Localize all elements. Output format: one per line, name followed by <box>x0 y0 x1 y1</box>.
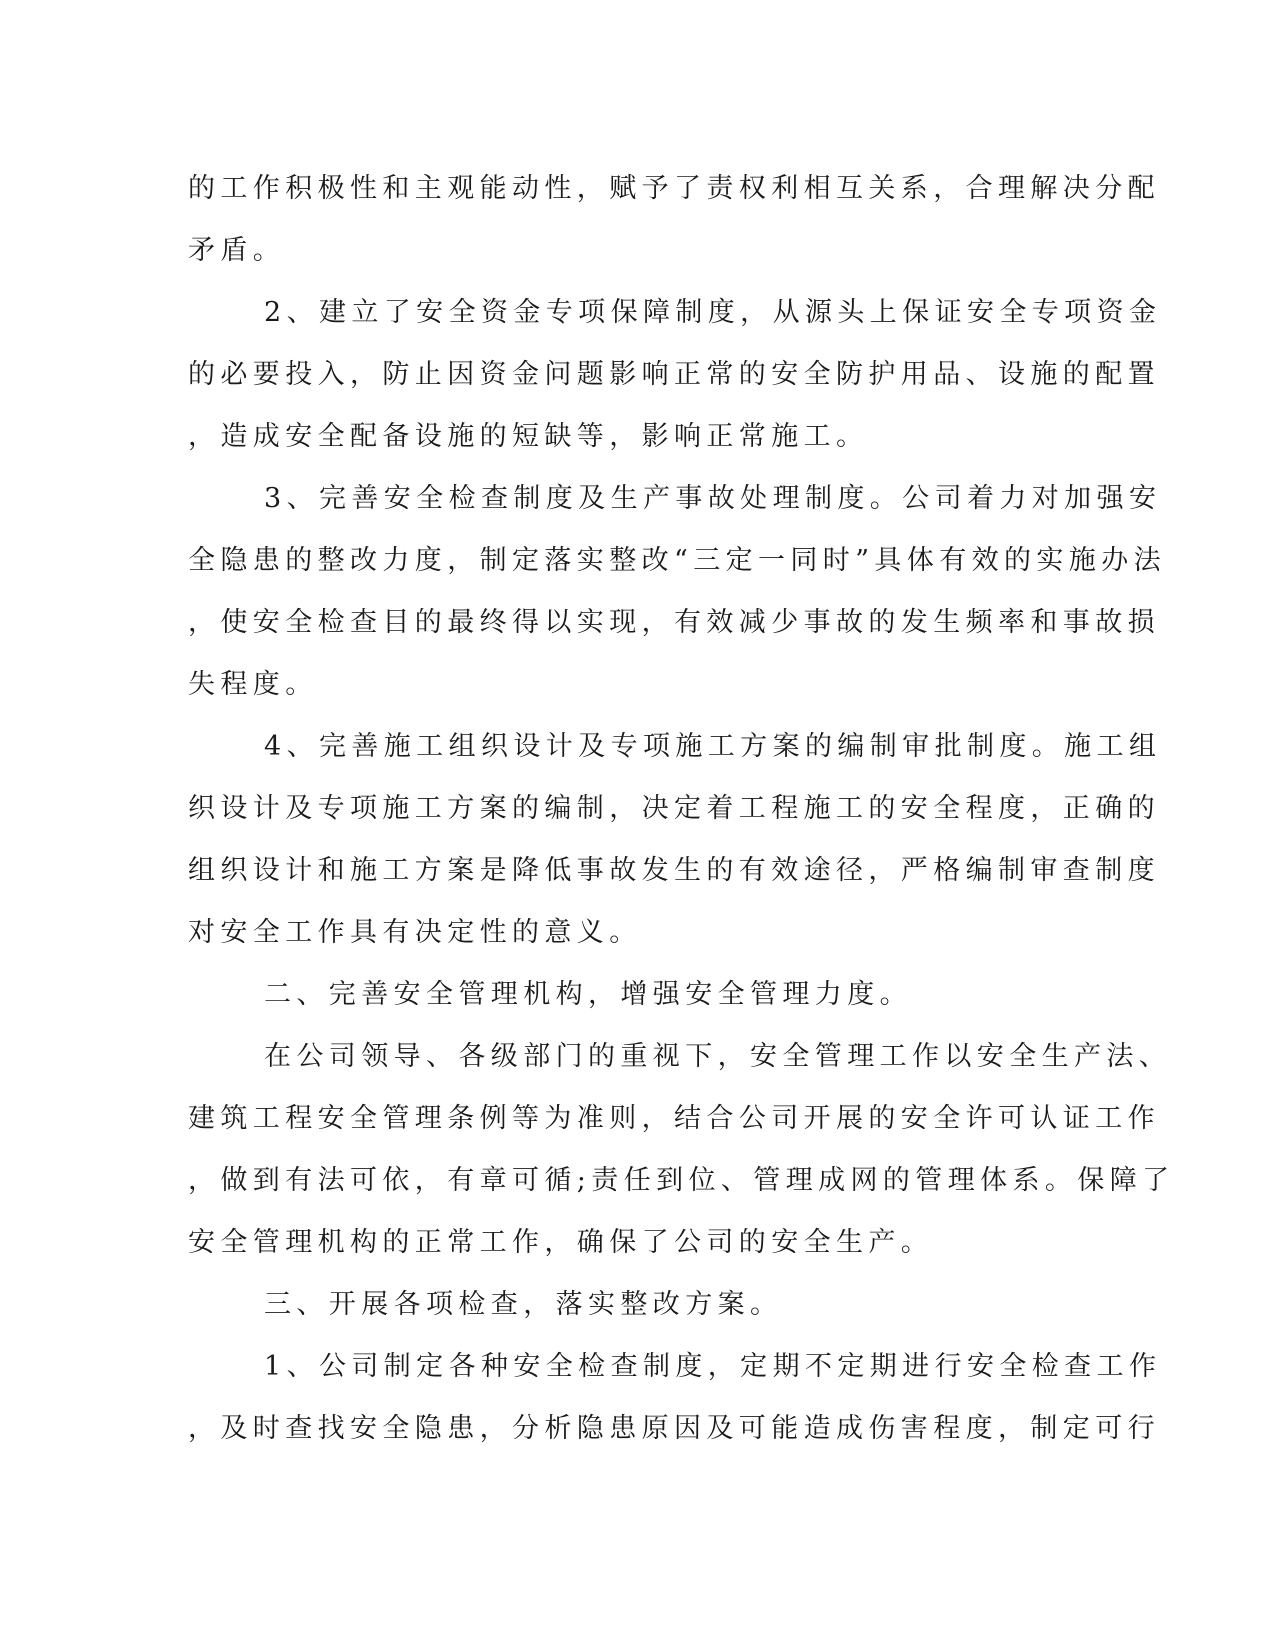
text-line: 矛盾。 <box>188 235 286 266</box>
text-line: 失程度。 <box>188 669 318 700</box>
section-heading: 三、开展各项检查，落实整改方案。 <box>264 1289 783 1320</box>
text-line: ，造成安全配备设施的短缺等，影响正常施工。 <box>188 421 869 452</box>
text-line: 1、公司制定各种安全检查制度，定期不定期进行安全检查工作 <box>264 1351 1162 1382</box>
text-line: 对安全工作具有决定性的意义。 <box>188 917 642 948</box>
text-line: 安全管理机构的正常工作，确保了公司的安全生产。 <box>188 1227 934 1258</box>
text-line: 3、完善安全检查制度及生产事故处理制度。公司着力对加强安 <box>264 483 1162 514</box>
text-line: 织设计及专项施工方案的编制，决定着工程施工的安全程度，正确的 <box>188 793 1160 824</box>
document-body <box>188 158 1175 1460</box>
text-line: 组织设计和施工方案是降低事故发生的有效途径，严格编制审查制度 <box>188 855 1160 886</box>
text-line: 在公司领导、各级部门的重视下，安全管理工作以安全生产法、 <box>264 1041 1172 1072</box>
text-line: ，及时查找安全隐患，分析隐患原因及可能造成伤害程度，制定可行 <box>188 1413 1160 1444</box>
text-line: 建筑工程安全管理条例等为准则，结合公司开展的安全许可认证工作 <box>188 1103 1160 1134</box>
text-line: 的工作积极性和主观能动性，赋予了责权利相互关系，合理解决分配 <box>188 173 1160 204</box>
text-line: 4、完善施工组织设计及专项施工方案的编制审批制度。施工组 <box>264 731 1162 762</box>
text-line: ，使安全检查目的最终得以实现，有效减少事故的发生频率和事故损 <box>188 607 1160 638</box>
text-line: 2、建立了安全资金专项保障制度，从源头上保证安全专项资金 <box>264 297 1162 328</box>
text-line: 的必要投入，防止因资金问题影响正常的安全防护用品、设施的配置 <box>188 359 1160 390</box>
text-line: ，做到有法可依，有章可循;责任到位、管理成网的管理体系。保障了 <box>188 1165 1175 1196</box>
section-heading: 二、完善安全管理机构，增强安全管理力度。 <box>264 979 912 1010</box>
text-line: 全隐患的整改力度，制定落实整改“三定一同时”具体有效的实施办法 <box>188 545 1167 576</box>
